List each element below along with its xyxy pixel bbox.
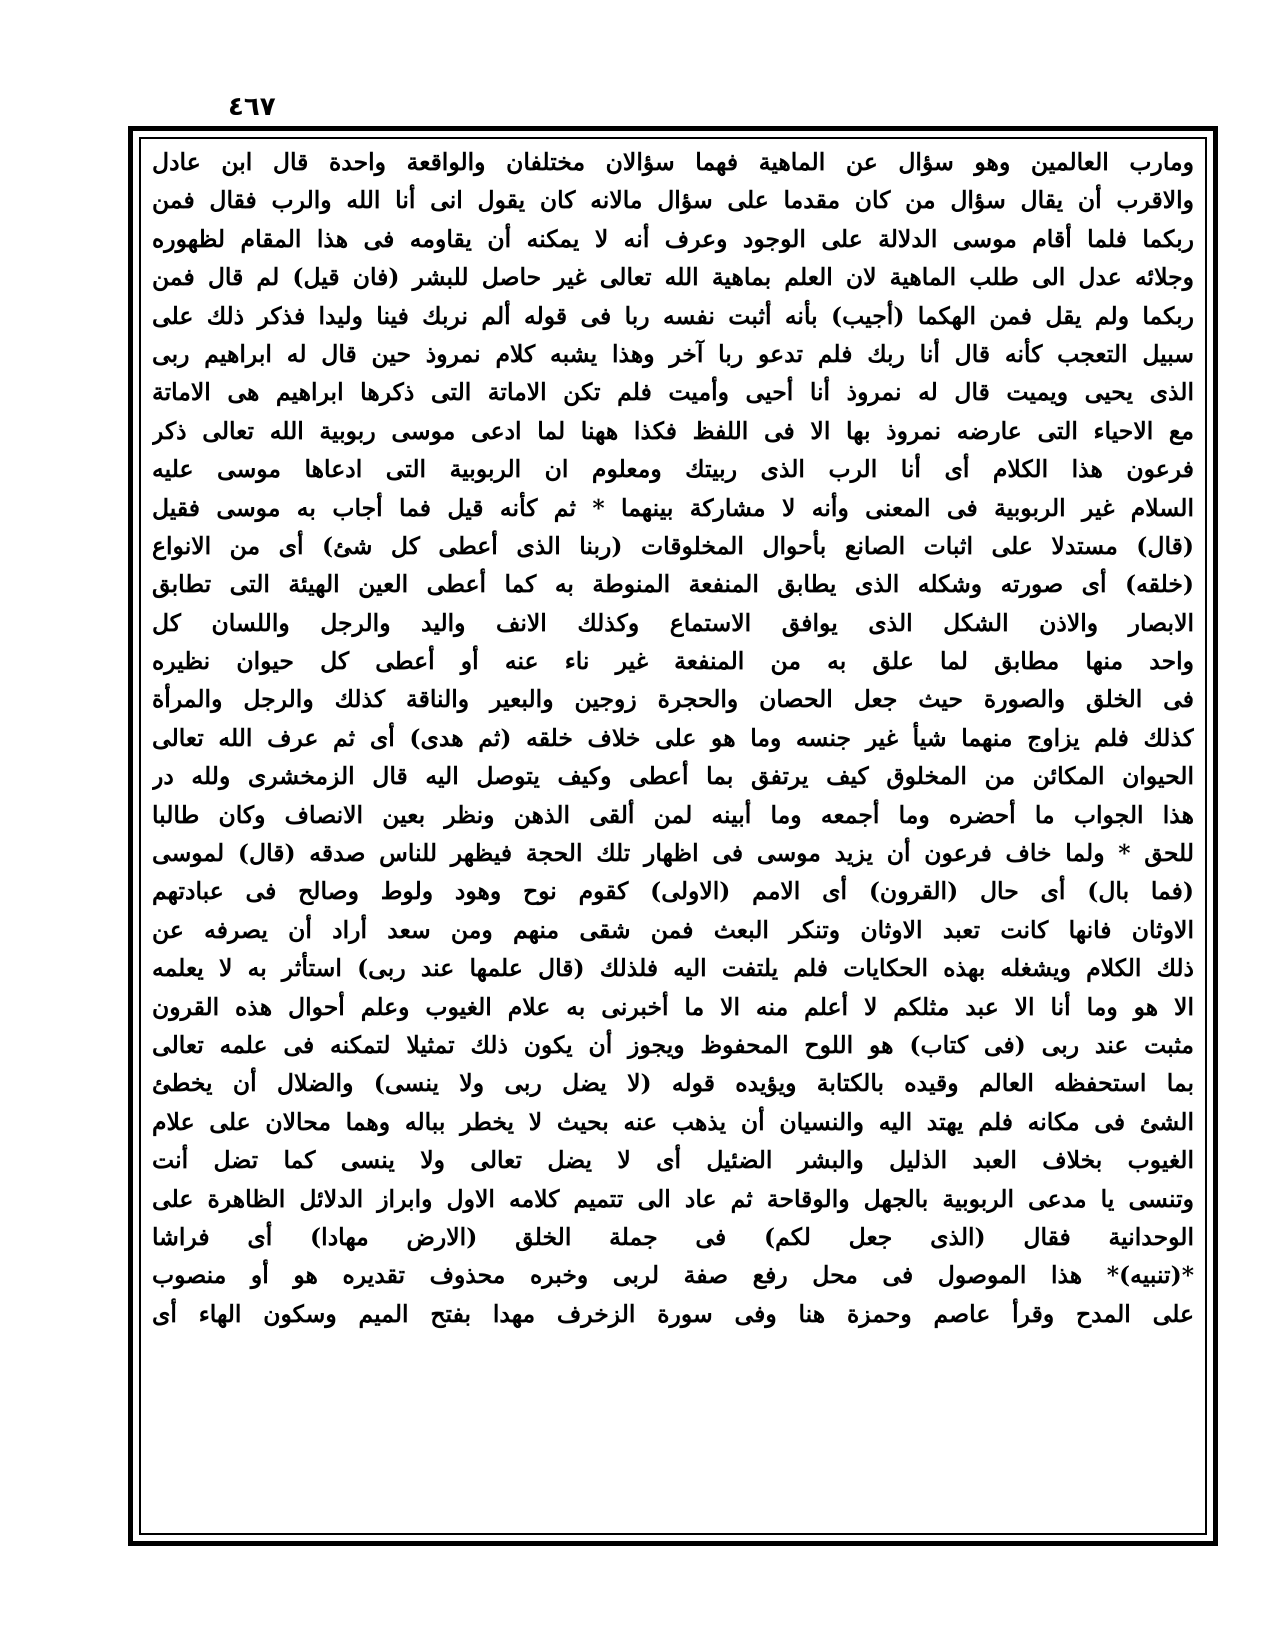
text-line: وجلائه عدل الى طلب الماهية لان العلم بماهية الله تعالى غير حاصل للبشر (فان قيل) لم قال فمن [152,263,1194,292]
text-line: سبيل التعجب كأنه قال أنا ربك فلم تدعو ربا آخر وهذا يشبه كلام نمروذ حين قال له ابراهيم ربى [152,339,1194,368]
text-line: فى الخلق والصورة حيث جعل الحصان والحجرة زوجين والبعير والناقة كذلك والرجل والمرأة [152,685,1194,714]
text-line: واحد منها مطابق لما علق به من المنفعة غير ناء عنه أو أعطى كل حيوان نظيره [152,647,1194,676]
text-line: بما استحفظه العالم وقيده بالكتابة ويؤيده قوله (لا يضل ربى ولا ينسى) والضلال أن يخطئ [152,1069,1194,1098]
text-line: الابصار والاذن الشكل الذى يوافق الاستماع وكذلك الانف واليد والرجل واللسان كل [152,608,1194,637]
text-line: (قال) مستدلا على اثبات الصانع بأحوال المخلوقات (ربنا الذى أعطى كل شئ) أى من الانواع [152,531,1194,560]
text-line: للحق * ولما خاف فرعون أن يزيد موسى فى اظهار تلك الحجة فيظهر للناس صدقه (قال) لموسى [152,839,1194,868]
text-line: ربكما ولم يقل فمن الهكما (أجيب) بأنه أثبت نفسه ربا فى قوله ألم نربك فينا وليدا فذكر ذلك على [152,301,1194,330]
text-line: الوحدانية فقال (الذى جعل لكم) فى جملة الخلق (الارض مهادا) أى فراشا [152,1222,1194,1251]
text-line: *(تنبيه)* هذا الموصول فى محل رفع صفة لربى وخبره محذوف تقديره هو أو منصوب [152,1261,1194,1290]
text-line: الذى يحيى ويميت قال له نمروذ أنا أحيى وأميت فلم تكن الاماتة التى ذكرها ابراهيم هى الاماتة [152,378,1194,407]
text-line: والاقرب أن يقال سؤال من كان مقدما على سؤال مالانه كان يقول انى أنا الله والرب فقال فمن [152,186,1194,215]
text-line: فرعون هذا الكلام أى أنا الرب الذى ربيتك ومعلوم ان الربوبية التى ادعاها موسى عليه [152,455,1194,484]
text-line: مثبت عند ربى (فى كتاب) هو اللوح المحفوظ ويجوز أن يكون ذلك تمثيلا لتمكنه فى علمه تعالى [152,1030,1194,1059]
text-line [152,1333,1194,1371]
text-line: (فما بال) أى حال (القرون) أى الامم (الاولى) كقوم نوح وهود ولوط وصالح فى عبادتهم [152,877,1194,906]
text-line: (خلقه) أى صورته وشكله الذى يطابق المنفعة المنوطة به كما أعطى العين الهيئة التى تطابق [152,570,1194,599]
text-line: وتنسى يا مدعى الربوبية بالجهل والوقاحة ثم عاد الى تتميم كلامه الاول وابراز الدلائل الظاهرة على [152,1184,1194,1213]
text-line: الا هو وما أنا الا عبد مثلكم لا أعلم منه الا ما أخبرنى به علام الغيوب وعلم أحوال هذه القرون [152,992,1194,1021]
page-number: ٤٦٧ [228,92,276,122]
body-text [152,143,1194,1525]
text-line: الشئ فى مكانه فلم يهتد اليه والنسيان أن يذهب عنه بحيث لا يخطر بباله وهما محالان على علام [152,1107,1194,1136]
text-line: السلام غير الربوبية فى المعنى وأنه لا مشاركة بينهما * ثم كأنه قيل فما أجاب به موسى فقيل [152,493,1194,522]
text-line: الحيوان المكائن من المخلوق كيف يرتفق بما أعطى وكيف يتوصل اليه قال الزمخشرى ولله در [152,762,1194,791]
text-line: مع الاحياء التى عارضه نمروذ بها الا فى اللفظ فكذا ههنا لما ادعى موسى ربوبية الله تعالى ذكر [152,416,1194,445]
text-line: على المدح وقرأ عاصم وحمزة هنا وفى سورة الزخرف مهدا بفتح الميم وسكون الهاء أى [152,1299,1194,1328]
text-line: هذا الجواب ما أحضره وما أجمعه وما أبينه لمن ألقى الذهن ونظر بعين الانصاف وكان طالبا [152,800,1194,829]
text-line: ذلك الكلام ويشغله بهذه الحكايات فلم يلتفت اليه فلذلك (قال علمها عند ربى) استأثر به لا يعلمه [152,954,1194,983]
text-line: الغيوب بخلاف العبد الذليل والبشر الضئيل أى لا يضل تعالى ولا ينسى كما تضل أنت [152,1146,1194,1175]
text-line: كذلك فلم يزاوج منهما شيأ غير جنسه وما هو على خلاف خلقه (ثم هدى) أى ثم عرف الله تعالى [152,723,1194,752]
text-line: ربكما فلما أقام موسى الدلالة على الوجود وعرف أنه لا يمكنه أن يقاومه فى هذا المقام لظهوره [152,224,1194,253]
text-line: ومارب العالمين وهو سؤال عن الماهية فهما سؤالان مختلفان والواقعة واحدة قال ابن عادل [152,148,1194,176]
text-line: الاوثان فانها كانت تعبد الاوثان وتنكر البعث فمن شقى منهم ومن سعد أراد أن يصرفه عن [152,915,1194,944]
